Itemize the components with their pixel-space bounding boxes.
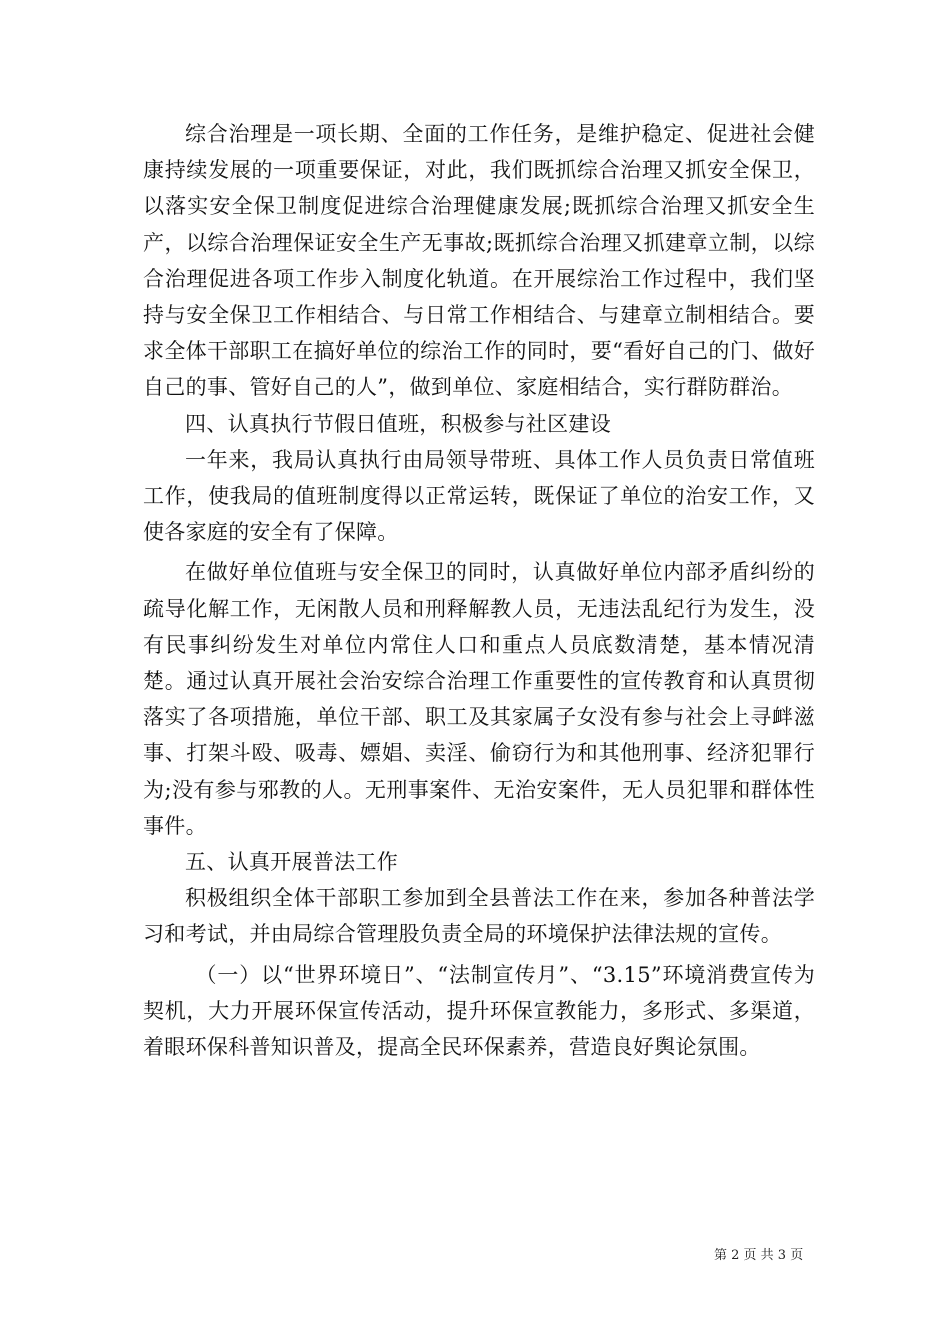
paragraph-environment-campaign: （一）以“世界环境日”、“法制宣传月”、“3.15”环境消费宣传为契机，大力开展环保宣传活动，提升环保宣教能力，多形式、多渠道，着眼环保科普知识普及，提高全民环保素养，营造良好舆论氛围。 [143, 962, 815, 1060]
paragraph-holiday-duty: 一年来，我局认真执行由局领导带班、具体工作人员负责日常值班工作，使我局的值班制度得以正常运转，既保证了单位的治安工作，又使各家庭的安全有了保障。 [143, 447, 815, 545]
paragraph-comprehensive-governance: 综合治理是一项长期、全面的工作任务，是维护稳定、促进社会健康持续发展的一项重要保证，对此，我们既抓综合治理又抓安全保卫，以落实安全保卫制度促进综合治理健康发展;既抓综合治理又抓安全生产，以综合治理保证安全生产无事故;既抓综合治理又抓建章立制，以综合治理促进各项工作步入制度化轨道。在开展综治工作过程中，我们坚持与安全保卫工作相结合、与日常工作相结合、与建章立制相结合。要求全体干部职工在搞好单位的综治工作的同时，要“看好自己的门、做好自己的事、管好自己的人”，做到单位、家庭相结合，实行群防群治。 [143, 122, 815, 400]
document-body [143, 116, 815, 1065]
paragraph-legal-education: 积极组织全体干部职工参加到全县普法工作在来，参加各种普法学习和考试，并由局综合管理股负责全局的环境保护法律法规的宣传。 [143, 886, 815, 947]
section-heading-four: 四、认真执行节假日值班，积极参与社区建设 [185, 411, 611, 436]
section-heading-five: 五、认真开展普法工作 [185, 850, 398, 875]
page-number-footer: 第 2 页 共 3 页 [714, 1248, 804, 1263]
paragraph-internal-disputes: 在做好单位值班与安全保卫的同时，认真做好单位内部矛盾纠纷的疏导化解工作，无闲散人员和刑释解教人员，无违法乱纪行为发生，没有民事纠纷发生对单位内常住人口和重点人员底数清楚，基本情况清楚。通过认真开展社会治安综合治理工作重要性的宣传教育和认真贯彻落实了各项措施，单位干部、职工及其家属子女没有参与社会上寻衅滋事、打架斗殴、吸毒、嫖娼、卖淫、偷窃行为和其他刑事、经济犯罪行为;没有参与邪教的人。无刑事案件、无治安案件，无人员犯罪和群体性事件。 [143, 560, 815, 838]
